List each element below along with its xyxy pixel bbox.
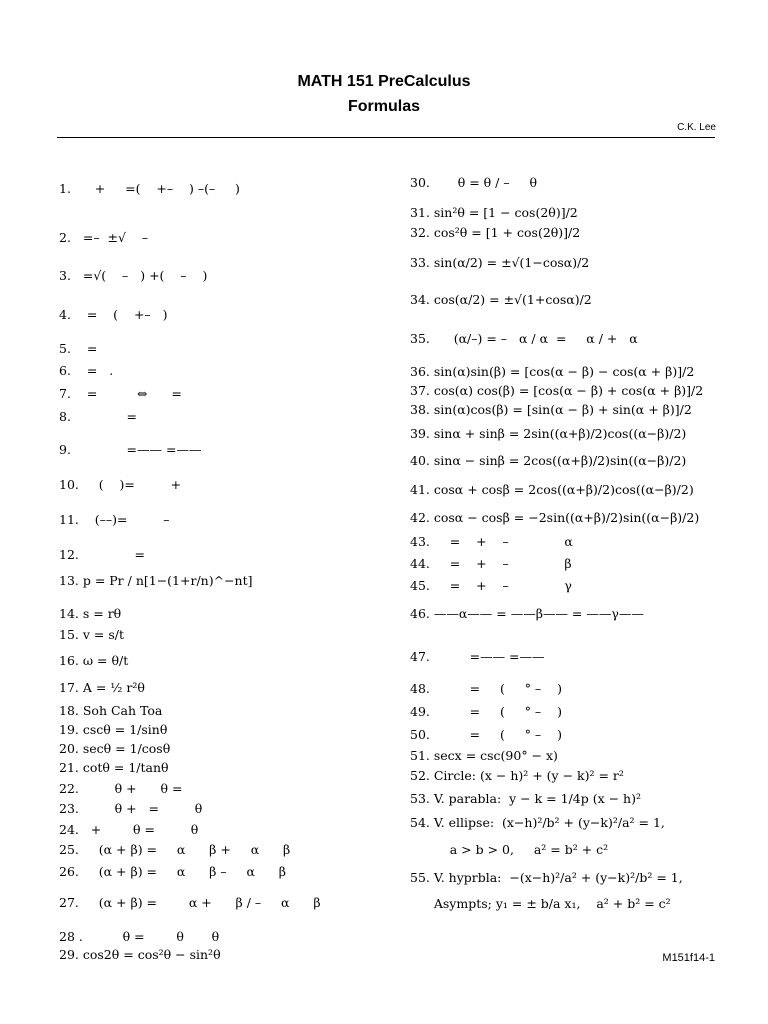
formula-item: 39. sinα + sinβ = 2sin((α+β)/2)cos((α−β)/2) xyxy=(410,426,687,441)
formula-item: 20. secθ = 1/cosθ xyxy=(59,741,171,756)
formula-item: 27. (α + β) = α + β / – α β xyxy=(59,895,321,910)
formula-item: 31. sin²θ = [1 − cos(2θ)]/2 xyxy=(410,205,578,220)
author-name: C.K. Lee xyxy=(677,122,716,133)
formula-item: 18. Soh Cah Toa xyxy=(59,703,163,718)
formula-item: 23. θ + = θ xyxy=(59,801,203,816)
formula-item: 14. s = rθ xyxy=(59,606,122,621)
formula-item: 44. = + – β xyxy=(410,556,572,571)
formula-item: 52. Circle: (x − h)² + (y − k)² = r² xyxy=(410,768,624,783)
formula-item: a > b > 0, a² = b² + c² xyxy=(410,842,609,857)
formula-item: 37. cos(α) cos(β) = [cos(α − β) + cos(α + β)]/2 xyxy=(410,383,704,398)
formula-item: 47. =—— =—— xyxy=(410,649,545,664)
formula-item: 46. ——α—— = ——β—— = ——γ—— xyxy=(410,606,644,621)
formula-item: 19. cscθ = 1/sinθ xyxy=(59,722,168,737)
formula-item: 33. sin(α/2) = ±√(1−cosα)/2 xyxy=(410,255,590,270)
formula-item: 55. V. hyprbla: −(x−h)²/a² + (y−k)²/b² = 1, xyxy=(410,870,683,885)
formula-item: 15. v = s/t xyxy=(59,627,124,642)
formula-item: 8. = xyxy=(59,409,138,424)
formula-item: 7. = ⇔ = xyxy=(59,386,182,401)
formula-item: 3. =√( – ) +( – ) xyxy=(59,268,208,283)
formula-item: 38. sin(α)cos(β) = [sin(α − β) + sin(α + β)]/2 xyxy=(410,402,692,417)
formula-item: 10. ( )= + xyxy=(59,477,182,492)
formula-item: 48. = ( ° – ) xyxy=(410,681,562,696)
formula-item: 41. cosα + cosβ = 2cos((α+β)/2)cos((α−β)/2) xyxy=(410,482,694,497)
formula-item: 13. p = Pr / n[1−(1+r/n)^−nt] xyxy=(59,573,253,588)
formula-item: 6. = . xyxy=(59,363,114,378)
page-title: MATH 151 PreCalculus xyxy=(297,73,471,90)
formula-item: 42. cosα − cosβ = −2sin((α+β)/2)sin((α−β)/2) xyxy=(410,510,700,525)
formula-item: 12. = xyxy=(59,547,145,562)
formula-item: 17. A = ½ r²θ xyxy=(59,680,145,695)
formula-item: 5. = xyxy=(59,341,98,356)
formula-item: 32. cos²θ = [1 + cos(2θ)]/2 xyxy=(410,225,581,240)
formula-item: Asympts; y₁ = ± b/a x₁, a² + b² = c² xyxy=(410,896,671,911)
formula-item: 43. = + – α xyxy=(410,534,573,549)
formula-item: 2. =– ±√ – xyxy=(59,230,149,245)
formula-item: 54. V. ellipse: (x−h)²/b² + (y−k)²/a² = 1, xyxy=(410,815,665,830)
formula-item: 49. = ( ° – ) xyxy=(410,704,562,719)
document-code: M151f14-1 xyxy=(662,952,715,964)
formula-item: 9. =—— =—— xyxy=(59,442,202,457)
formula-item: 34. cos(α/2) = ±√(1+cosα)/2 xyxy=(410,292,592,307)
formula-item: 24. + θ = θ xyxy=(59,822,199,837)
page-subtitle: Formulas xyxy=(347,98,420,115)
formula-item: 50. = ( ° – ) xyxy=(410,727,562,742)
formula-item: 36. sin(α)sin(β) = [cos(α − β) − cos(α + β)]/2 xyxy=(410,364,695,379)
formula-item: 35. (α/–) = – α / α = α / + α xyxy=(410,331,638,346)
formula-item: 29. cos2θ = cos²θ − sin²θ xyxy=(59,947,221,962)
formula-item: 26. (α + β) = α β – α β xyxy=(59,864,287,879)
formula-item: 22. θ + θ = xyxy=(59,781,183,796)
formula-item: 21. cotθ = 1/tanθ xyxy=(59,760,169,775)
formula-item: 1. + =( +– ) –(– ) xyxy=(59,181,240,196)
formula-item: 25. (α + β) = α β + α β xyxy=(59,842,291,857)
formula-item: 4. = ( +– ) xyxy=(59,307,168,322)
formula-item: 40. sinα − sinβ = 2cos((α+β)/2)sin((α−β)/2) xyxy=(410,453,687,468)
header-divider xyxy=(57,137,715,138)
formula-item: 51. secx = csc(90° − x) xyxy=(410,748,558,763)
formula-item: 28 . θ = θ θ xyxy=(59,929,220,944)
formula-item: 11. (––)= – xyxy=(59,512,170,527)
formula-item: 45. = + – γ xyxy=(410,578,572,593)
formula-item: 53. V. parabla: y − k = 1/4p (x − h)² xyxy=(410,791,641,806)
formula-item: 30. θ = θ / – θ xyxy=(410,175,537,190)
formula-item: 16. ω = θ/t xyxy=(59,653,129,668)
